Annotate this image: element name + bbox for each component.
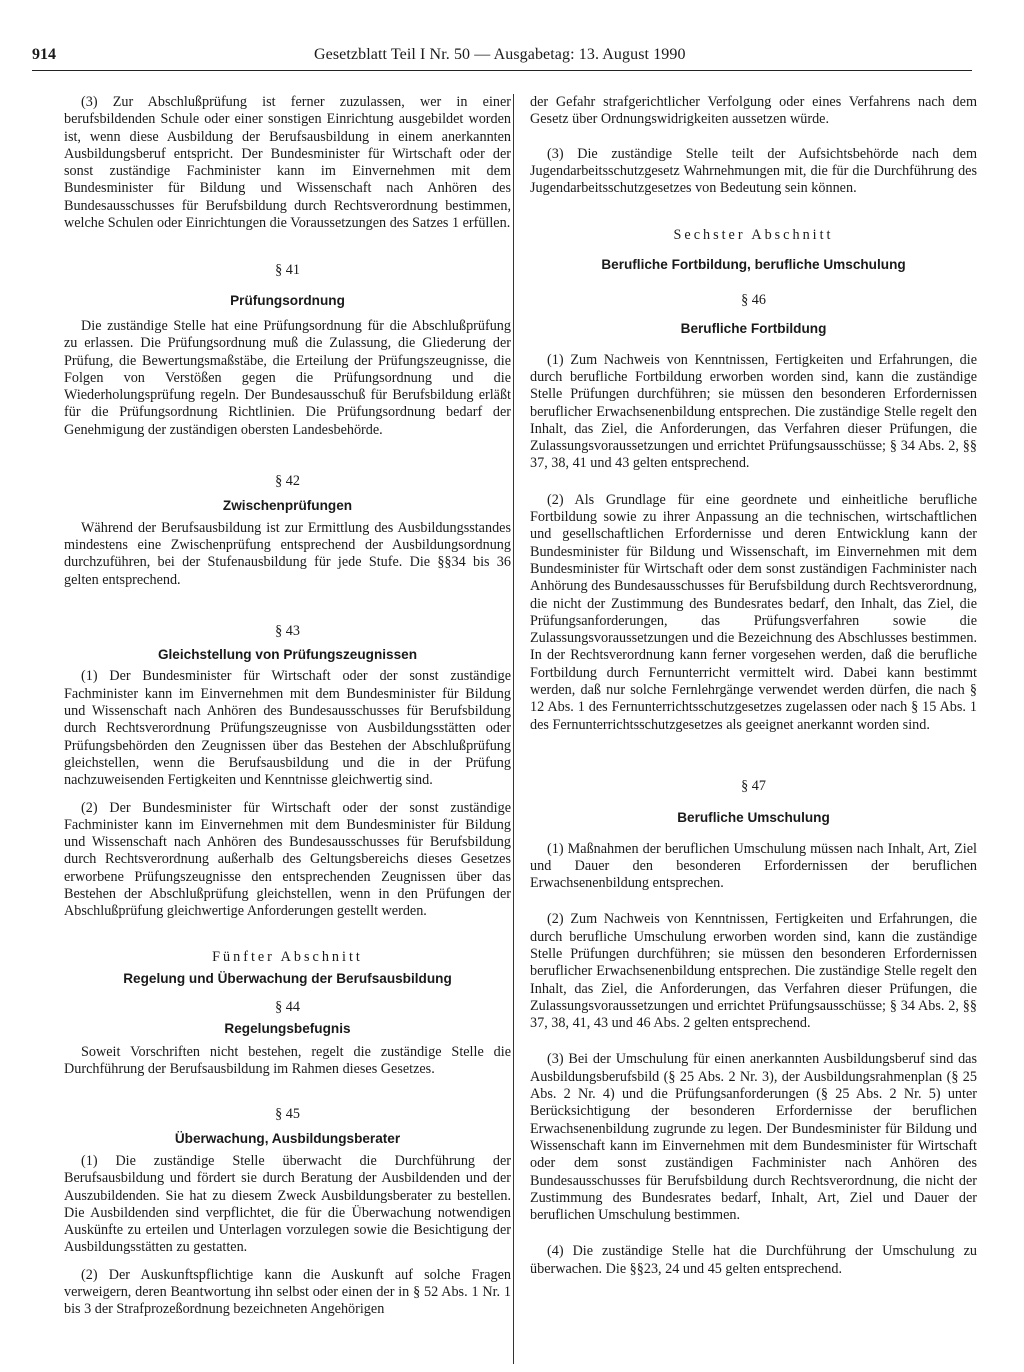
chapter-6-title: Berufliche Fortbildung, berufliche Umschulung [601,256,906,272]
section-title-47: Berufliche Umschulung [677,810,830,826]
section-43-paragraph-2: (2) Der Bundesminister für Wirtschaft oder der sonst zuständige Fachminister kann im Einvernehmen mit dem Bundesminister für Bildung und Wissenschaft nach Anhören des Bundesausschusses für Berufsbildung durch Rechtsverordnung außerhalb des Geltungsbereichs dieses Gesetzes erworbene Prüfungszeugnisse den entsprechenden Zeugnissen über das Bestehen der Abschlußprüfung gleichstellen, wenn in den Prüfungen der Abschlußprüfung gleichwertige Anforderungen gestellt werden. [64,799,511,920]
paragraph-40-3: (3) Zur Abschlußprüfung ist ferner zuzulassen, wer in einer berufsbildenden Schule oder einer sonstigen Einrichtung ausgebildet worden ist, wenn diese Ausbildung der Berufsausbildung in einem anerkannten Ausbildungsberuf entspricht. Der Bundesminister für Wirtschaft oder der sonst zuständige Fachminister kann im Einvernehmen mit dem Bundesminister für Bildung und Wissenschaft nach Anhören des Bundesausschusses für Berufsbildung durch Rechtsverordnung bestimmen, welche Schulen oder Einrichtungen die Voraussetzungen des Satzes 1 erfüllen. [64,94,511,232]
section-text-44: Soweit Vorschriften nicht bestehen, regelt die zuständige Stelle die Durchführung der Berufsausbildung im Rahmen dieses Gesetzes. [64,1043,511,1078]
section-47-paragraph-3: (3) Bei der Umschulung für einen anerkannten Ausbildungsberuf sind das Ausbildungsberufsbild (§ 25 Abs. 2 Nr. 3), der Ausbildungsrahmenplan (§ 25 Abs. 2 Nr. 4) und die Prüfungsanforderungen (§ 25 Abs. 2 Nr. 5) unter Berücksichtigung der besonderen Erfordernisse der beruflichen Erwachsenenbildung zugrunde zu legen. Der Bundesminister für Bildung und Wissenschaft kann im Einvernehmen mit dem Bundesminister für Wirtschaft oder dem sonst zuständigen Fachminister nach Anhören des Bundesausschusses für Berufsbildung durch Rechtsverordnung, die nicht der Zustimmung des Bundesrates bedarf, Inhalt, Art, Ziel und Dauer der beruflichen Umschulung bestimmen. [530,1051,977,1224]
section-47-paragraph-2: (2) Zum Nachweis von Kenntnissen, Fertigkeiten und Erfahrungen, die durch berufliche Umschulung erworben worden sind, kann die zuständige Stelle Prüfungen durchführen; sie müssen den besonderen Erfordernissen beruflicher Erwachsenenbildung entsprechen. Die zuständige Stelle regelt den Inhalt, das Ziel, die Anforderungen, das Verfahren dieser Prüfungen, die Zulassungsvoraussetzungen und errichtet Prüfungsausschüsse; § 34 Abs. 2, §§ 37, 38, 41, 43 und 46 Abs. 2 gelten entsprechend. [530,911,977,1032]
section-45-paragraph-2-continued: der Gefahr strafgerichtlicher Verfolgung oder eines Verfahrens nach dem Gesetz über Ordnungswidrigkeiten aussetzen würde. [530,94,977,128]
chapter-5-title: Regelung und Überwachung der Berufsausbildung [123,970,452,986]
section-title-46: Berufliche Fortbildung [680,321,827,337]
section-title-42: Zwischenprüfungen [222,498,353,514]
page-header [32,44,972,71]
chapter-6-label: Sechster Abschnitt [673,227,834,244]
section-text-41: Die zuständige Stelle hat eine Prüfungsordnung für die Abschlußprüfung zu erlassen. Die Prüfungsordnung muß die Zulassung, die Gliederung der Prüfung, die Bewertungsmaßstäbe, die Erteilung der Prüfungszeugnisse, die Folgen von Verstößen gegen die Prüfungsordnung und die Wiederholungsprüfung regeln. Der Bundesausschuß für Berufsbildung erläßt für die Prüfungsordnung Richtlinien. Die Prüfungsordnung bedarf der Genehmigung der zuständigen obersten Landesbehörde. [64,317,511,438]
chapter-5-label: Fünfter Abschnitt [212,948,363,965]
section-text-42: Während der Berufsausbildung ist zur Ermittlung des Ausbildungsstandes mindestens eine Zwischenprüfung entsprechend der Ausbildungsordnung durchzuführen, bei der Stufenausbildung für jede Stufe. Die §§34 bis 36 gelten entsprechend. [64,519,511,588]
right-column [530,94,977,1278]
section-number-46: § 46 [741,292,766,309]
section-46-paragraph-1: (1) Zum Nachweis von Kenntnissen, Fertigkeiten und Erfahrungen, die durch berufliche Fortbildung erworben worden sind, kann die zuständige Stelle Prüfungen durchführen; sie müssen den besonderen Erfordernissen beruflicher Erwachsenenbildung entsprechen. Die zuständige Stelle regelt den Inhalt, das Ziel, die Anforderungen, das Verfahren dieser Prüfungen, die Zulassungsvoraussetzungen und errichtet Prüfungsausschüsse; § 34 Abs. 2, §§ 37, 38, 41 und 43 gelten entsprechend. [530,351,977,472]
section-number-47: § 47 [741,777,766,794]
page-number: 914 [32,46,56,63]
section-number-44: § 44 [275,999,300,1016]
section-title-43: Gleichstellung von Prüfungszeugnissen [157,647,418,663]
section-45-paragraph-2: (2) Der Auskunftspflichtige kann die Auskunft auf solche Fragen verweigern, deren Beantwortung ihn selbst oder einen der in § 52 Abs. 1 Nr. 1 bis 3 der Strafprozeßordnung bezeichneten Angehörigen [64,1266,511,1318]
section-title-45: Überwachung, Ausbildungsberater [174,1130,401,1146]
section-45-paragraph-1: (1) Die zuständige Stelle überwacht die Durchführung der Berufsausbildung und fördert sie durch Beratung der Ausbildenden und der Auszubildenden. Sie hat zu diesem Zweck Ausbildungsberater zu bestellen. Die Ausbildenden sind verpflichtet, die für die Überwachung notwendigen Auskünfte zu erteilen und Unterlagen vorzulegen sowie die Besichtigung der Ausbildungsstätten zu gestatten. [64,1152,511,1256]
section-number-42: § 42 [275,473,300,490]
column-divider [513,94,514,1364]
section-title-41: Prüfungsordnung [230,292,345,308]
section-46-paragraph-2: (2) Als Grundlage für eine geordnete und einheitliche berufliche Fortbildung sowie zu ihrer Anpassung an die technischen, wirtschaftlichen und gesellschaftlichen Erfordernisse und deren Entwicklung kann der Bundesminister für Bildung und Wissenschaft, im Einvernehmen mit dem Bundesminister für Wirtschaft oder dem sonst zuständigen Fachminister nach Anhörung des Bundesausschusses für Berufsbildung durch Rechtsverordnung, die nicht der Zustimmung des Bundesrates bedarf, den Inhalt, das Ziel, die Prüfungsanforderungen, das Prüfungsverfahren sowie die Zulassungsvoraussetzungen und die Bezeichnung des Abschlusses bestimmen. In der Rechtsverordnung kann ferner vorgesehen werden, daß die berufliche Fortbildung durch Fernunterricht vermittelt wird. Dabei kann bestimmt werden, daß nur solche Fernlehrgänge verwendet werden dürfen, die nach § 12 Abs. 1 des Fernunterrichtsschutzgesetzes zugelassen oder nach § 15 Abs. 1 des Fernunterrichtsschutzgesetzes als geeignet anerkannt worden sind. [530,491,977,733]
running-title: Gesetzblatt Teil I Nr. 50 — Ausgabetag: 13. August 1990 [314,46,686,63]
section-45-paragraph-3: (3) Die zuständige Stelle teilt der Aufsichtsbehörde nach dem Jugendarbeitsschutzgesetz Wahrnehmungen mit, die für die Durchführung des Jugendarbeitsschutzgesetzes von Bedeutung sein können. [530,145,977,197]
section-number-43: § 43 [275,622,300,639]
section-47-paragraph-4: (4) Die zuständige Stelle hat die Durchführung der Umschulung zu überwachen. Die §§23, 24 und 45 gelten entsprechend. [530,1243,977,1277]
section-47-paragraph-1: (1) Maßnahmen der beruflichen Umschulung müssen nach Inhalt, Art, Ziel und Dauer den besonderen Erfordernissen der beruflichen Erwachsenenbildung entsprechen. [530,840,977,892]
section-43-paragraph-1: (1) Der Bundesminister für Wirtschaft oder der sonst zuständige Fachminister kann im Einvernehmen mit dem Bundesminister für Bildung und Wissenschaft nach Anhören des Bundesausschusses für Berufsbildung durch Rechtsverordnung Prüfungszeugnisse von Ausbildungsstätten oder Prüfungsbehörden den Zeugnissen über das Bestehen der Abschlußprüfung gleichstellen, wenn die Berufsausbildung und die in der Prüfung nachzuweisenden Fertigkeiten und Kenntnisse gleichwertig sind. [64,668,511,789]
section-number-41: § 41 [275,262,300,279]
section-title-44: Regelungsbefugnis [224,1021,351,1037]
left-column [64,94,511,1319]
section-number-45: § 45 [275,1106,300,1123]
